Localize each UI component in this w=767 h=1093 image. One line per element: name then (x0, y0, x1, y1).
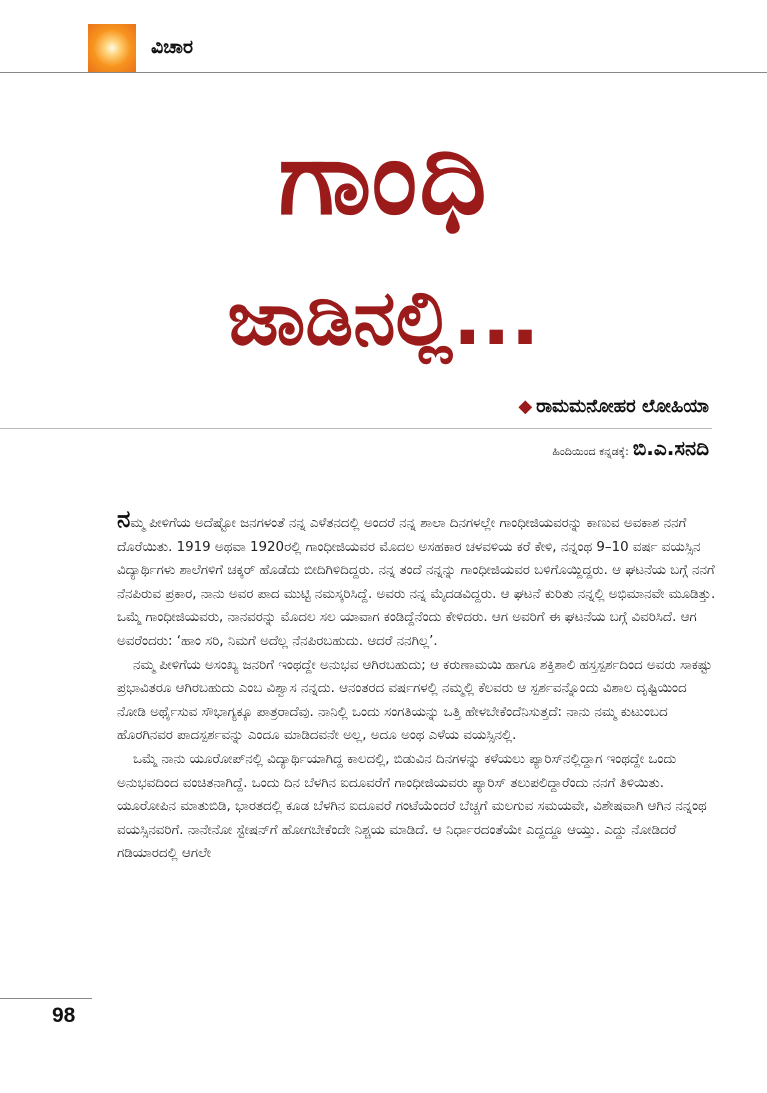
paragraph-1: ನಮ್ಮ ಪೀಳಿಗೆಯ ಅದೆಷ್ಟೋ ಜನಗಳಂತೆ ನನ್ನ ಎಳೆತನದಲ್ಲಿ ಅಂದರೆ ನನ್ನ ಶಾಲಾ ದಿನಗಳಲ್ಲೇ ಗಾಂಧೀಜಿಯವರನ್ನು ಕಾಣುವ ಅವಕಾಶ ನನಗೆ ದೊರೆಯಿತು. 1919 ಅಥವಾ 1920ರಲ್ಲಿ ಗಾಂಧೀಜಿಯವರ ಮೊದಲ ಅಸಹಕಾರ ಚಳವಳಿಯ ಕರೆ ಕೇಳಿ, ನನ್ನಂಥ 9–10 ವರ್ಷ ವಯಸ್ಸಿನ ವಿದ್ಯಾರ್ಥಿಗಳು ಶಾಲೆಗಳಿಗೆ ಚಕ್ಕರ್ ಹೊಡೆದು ಬೀದಿಗಿಳಿದಿದ್ದರು. ನನ್ನ ತಂದೆ ನನ್ನನ್ನು ಗಾಂಧೀಜಿಯವರ ಬಳಿಗೊಯ್ದಿದ್ದರು. ಆ ಘಟನೆಯ ಬಗ್ಗೆ ನನಗೆ ನೆನಪಿರುವ ಪ್ರಕಾರ, ನಾನು ಅವರ ಪಾದ ಮುಟ್ಟಿ ನಮಸ್ಕರಿಸಿದ್ದೆ. ಅವರು ನನ್ನ ಮೈದಡವಿದ್ದರು. ಆ ಘಟನೆ ಕುರಿತು ನನ್ನಲ್ಲಿ ಅಭಿಮಾನವೇ ಮೂಡಿತ್ತು. ಒಮ್ಮೆ ಗಾಂಧೀಜಿಯವರು, ನಾನವರನ್ನು ಮೊದಲ ಸಲ ಯಾವಾಗ ಕಂಡಿದ್ದೆನೆಂದು ಕೇಳಿದರು. ಆಗ ಅವರಿಗೆ ಈ ಘಟನೆಯ ಬಗ್ಗೆ ವಿವರಿಸಿದೆ. ಆಗ ಅವರೆಂದರು: ‘ಹಾಂ ಸರಿ, ನಿಮಗೆ ಅದೆಲ್ಲ ನೆನಪಿರಬಹುದು. ಆದರೆ ನನಗಿಲ್ಲ’. (117, 505, 716, 649)
author-byline (518, 396, 709, 417)
byline-divider (0, 428, 712, 429)
paragraph-2: ನಮ್ಮ ಪೀಳಿಗೆಯ ಅಸಂಖ್ಯ ಜನರಿಗೆ ಇಂಥದ್ದೇ ಅನುಭವ ಆಗಿರಬಹುದು; ಆ ಕರುಣಾಮಯಿ ಹಾಗೂ ಶಕ್ತಿಶಾಲಿ ಹಸ್ತಸ್ಪರ್ಶದಿಂದ ಅವರು ಸಾಕಷ್ಟು ಪ್ರಭಾವಿತರೂ ಆಗಿರಬಹುದು ಎಂಬ ವಿಶ್ವಾಸ ನನ್ನದು. ಆನಂತರದ ವರ್ಷಗಳಲ್ಲಿ ನಮ್ಮಲ್ಲಿ ಕೆಲವರು ಆ ಸ್ಪರ್ಶವನ್ನೊಂದು ವಿಶಾಲ ದೃಷ್ಟಿಯಿಂದ ನೋಡಿ ಅರ್ಥೈಸುವ ಸೌಭಾಗ್ಯಕ್ಕೂ ಪಾತ್ರರಾದೆವು. ನಾನಿಲ್ಲಿ ಒಂದು ಸಂಗತಿಯನ್ನು ಒತ್ತಿ ಹೇಳಬೇಕೆಂದೆನಿಸುತ್ತದೆ: ನಾನು ನಮ್ಮ ಕುಟುಂಬದ ಹೊರಗಿನವರ ಪಾದಸ್ಪರ್ಶವನ್ನು ಎಂದೂ ಮಾಡಿದವನೇ ಅಲ್ಲ, ಅದೂ ಅಂಥ ಎಳೆಯ ವಯಸ್ಸಿನಲ್ಲಿ. (117, 657, 713, 744)
author-name: ರಾಮಮನೋಹರ ಲೋಹಿಯಾ (536, 396, 709, 417)
page-number: 98 (52, 1004, 76, 1027)
translator-name: ಬಿ.ಎ.ಸನದಿ (632, 436, 709, 460)
header-divider (0, 72, 767, 73)
section-logo-icon (88, 24, 136, 72)
article-title-line1: ಗಾಂಧಿ (278, 116, 489, 238)
article-title-line2: ಜಾಡಿನಲ್ಲಿ... (227, 273, 540, 362)
section-label: ವಿಚಾರ (151, 36, 193, 58)
translator-credit (552, 436, 709, 460)
footer-divider (0, 998, 92, 999)
paragraph-3: ಒಮ್ಮೆ ನಾನು ಯೂರೋಪ್‌ನಲ್ಲಿ ವಿದ್ಯಾರ್ಥಿಯಾಗಿದ್ದ ಕಾಲದಲ್ಲಿ, ಬಿಡುವಿನ ದಿನಗಳನ್ನು ಕಳೆಯಲು ಪ್ಯಾರಿಸ್‌ನಲ್ಲಿದ್ದಾಗ ಇಂಥದ್ದೇ ಒಂದು ಅನುಭವದಿಂದ ವಂಚಿತನಾಗಿದ್ದೆ. ಒಂದು ದಿನ ಬೆಳಗಿನ ಐದೂವರೆಗೆ ಗಾಂಧೀಜಿಯವರು ಪ್ಯಾರಿಸ್ ತಲುಪಲಿದ್ದಾರೆಂದು ನನಗೆ ತಿಳಿಯಿತು. ಯೂರೋಪಿನ ಮಾತುಬಿಡಿ, ಭಾರತದಲ್ಲಿ ಕೂಡ ಬೆಳಗಿನ ಐದೂವರೆ ಗಂಟೆಯೆಂದರೆ ಬೆಚ್ಚಗೆ ಮಲಗುವ ಸಮಯವೇ, ವಿಶೇಷವಾಗಿ ಆಗಿನ ನನ್ನಂಥ ವಯಸ್ಸಿನವರಿಗೆ. ನಾನೇನೋ ಸ್ಟೇಷನ್‌ಗೆ ಹೋಗಬೇಕೆಂದೇ ನಿಶ್ಚಯ ಮಾಡಿದೆ. ಆ ನಿರ್ಧಾರದಂತೆಯೇ ಎದ್ದದ್ದೂ ಆಯ್ತು. ಎದ್ದು ನೋಡಿದರೆ ಗಡಿಯಾರದಲ್ಲಿ ಆಗಲೇ (117, 751, 707, 862)
article-body (117, 505, 717, 866)
translator-label: ಹಿಂದಿಯಿಂದ ಕನ್ನಡಕ್ಕೆ: (552, 445, 629, 458)
diamond-bullet-icon: ◆ (518, 396, 533, 417)
